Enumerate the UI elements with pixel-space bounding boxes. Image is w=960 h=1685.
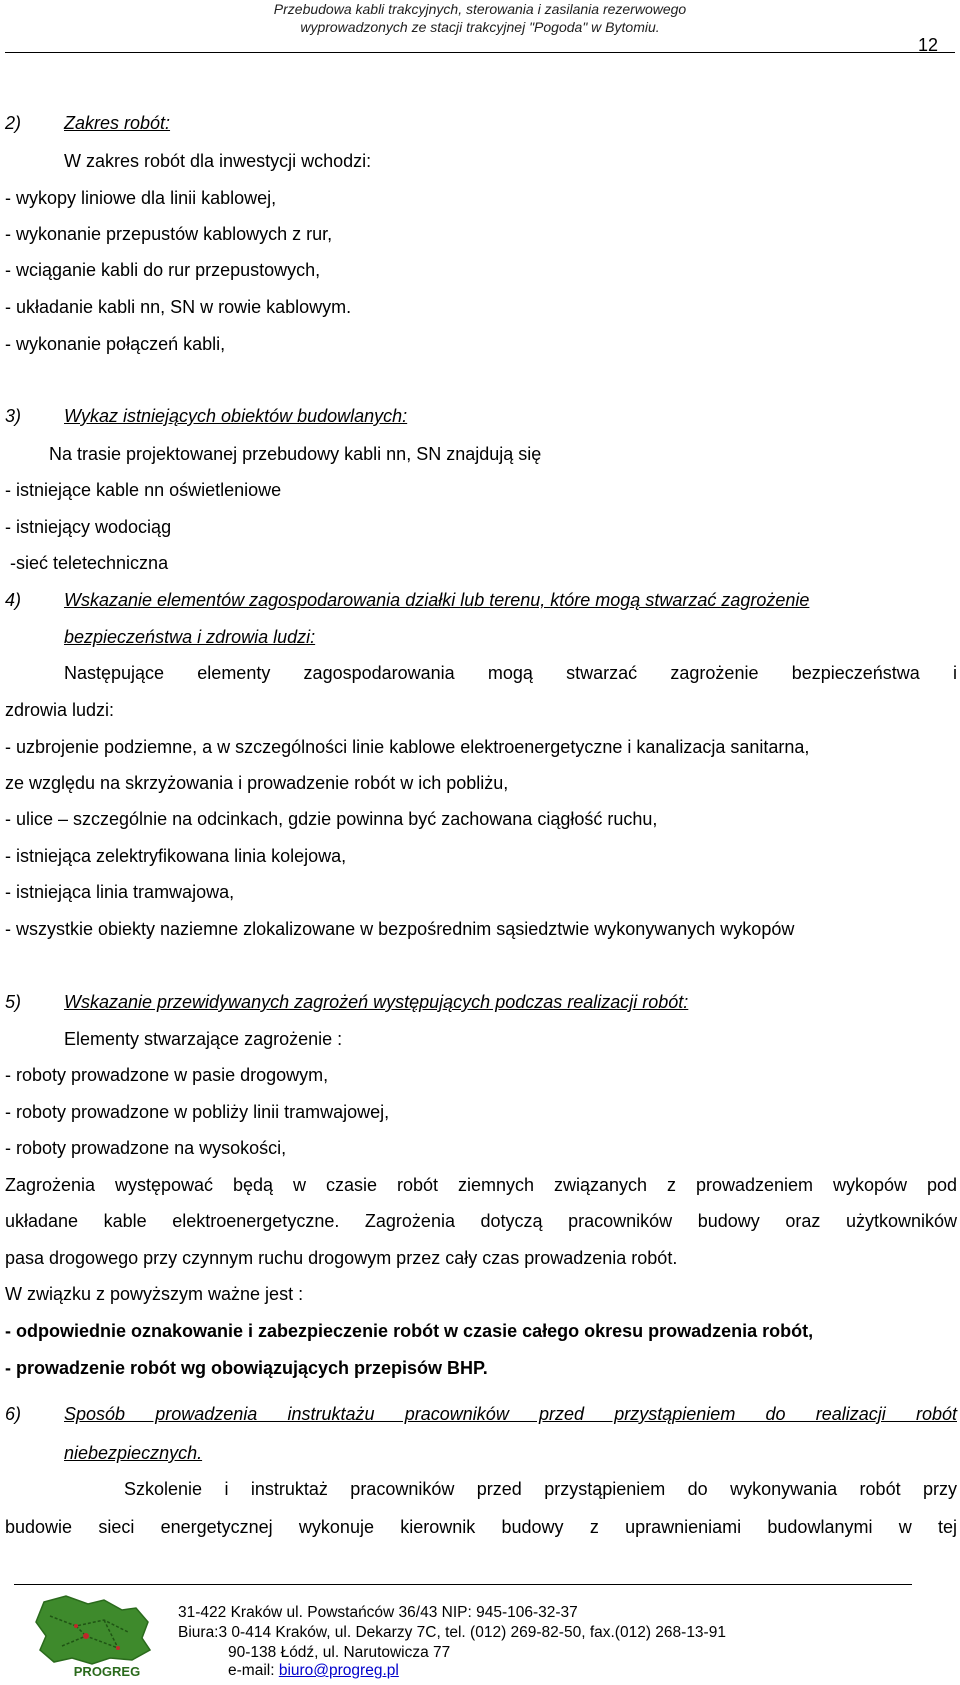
section-4-item: - ulice – szczególnie na odcinkach, gdzie powinna być zachowana ciągłość ruchu, [5, 809, 658, 829]
section-6-paragraph-line-1: Szkolenie i instruktaż pracowników przed przystąpieniem do wykonywania robót przy [124, 1479, 957, 1499]
section-6-title-line-2: niebezpiecznych. [64, 1443, 203, 1463]
section-5-title: Wskazanie przewidywanych zagrożeń występujących podczas realizacji robót: [64, 992, 689, 1012]
section-2-title: Zakres robót: [64, 113, 171, 133]
section-3-item: - istniejące kable nn oświetleniowe [5, 480, 282, 500]
logo-text: PROGREG [73, 1664, 141, 1679]
section-4-item: ze względu na skrzyżowania i prowadzenie robót w ich pobliżu, [5, 773, 509, 793]
section-5-bold-item: - prowadzenie robót wg obowiązujących przepisów BHP. [5, 1358, 488, 1378]
section-4-item: - wszystkie obiekty naziemne zlokalizowane w bezpośrednim sąsiedztwie wykonywanych wykopów [5, 919, 795, 939]
section-4-item: - istniejąca linia tramwajowa, [5, 882, 235, 902]
section-6-number: 6) [5, 1404, 22, 1424]
footer-divider [14, 1584, 912, 1585]
running-header [0, 0, 960, 36]
section-4-intro-line-2: zdrowia ludzi: [5, 700, 115, 720]
header-line-2: wyprowadzonych ze stacji trakcyjnej "Pogoda" w Bytomiu. [300, 19, 660, 35]
section-4-title-line-2: bezpieczeństwa i zdrowia ludzi: [64, 627, 316, 647]
section-5-paragraph-line-1: Zagrożenia występować będą w czasie robót ziemnych związanych z prowadzeniem wykopów pod [5, 1175, 957, 1195]
section-5-bold-item: - odpowiednie oznakowanie i zabezpieczenie robót w czasie całego okresu prowadzenia robót, [5, 1321, 814, 1341]
section-3-item: - istniejący wodociąg [5, 517, 172, 537]
section-4-number: 4) [5, 590, 22, 610]
section-3-number: 3) [5, 406, 22, 426]
section-6-title-line-1: Sposób prowadzenia instruktażu pracowników przed przystąpieniem do realizacji robót [64, 1404, 957, 1424]
map-logo-icon [14, 1592, 164, 1680]
footer-address-line-2: Biura:3 0-414 Kraków, ul. Dekarzy 7C, tel. (012) 269-82-50, fax.(012) 268-13-91 [178, 1624, 726, 1641]
section-5-paragraph-line-2: układane kable elektroenergetyczne. Zagrożenia dotyczą pracowników budowy oraz użytkowników [5, 1211, 957, 1231]
footer-address-line-1: 31-422 Kraków ul. Powstańców 36/43 NIP: 945-106-32-37 [178, 1604, 578, 1621]
section-2-item: - wykonanie połączeń kabli, [5, 334, 226, 354]
section-3-intro: Na trasie projektowanej przebudowy kabli nn, SN znajdują się [49, 444, 542, 464]
footer-email [228, 1662, 399, 1679]
section-5-intro: Elementy stwarzające zagrożenie : [64, 1029, 343, 1049]
email-link[interactable]: biuro@progreg.pl [278, 1662, 399, 1679]
section-4-title-line-1: Wskazanie elementów zagospodarowania działki lub terenu, które mogą stwarzać zagrożenie [64, 590, 810, 610]
section-2-number: 2) [5, 113, 22, 133]
footer-address-line-3: 90-138 Łódź, ul. Narutowicza 77 [228, 1644, 451, 1661]
section-3-item: -sieć teletechniczna [5, 553, 169, 573]
section-4-item: - istniejąca zelektryfikowana linia kolejowa, [5, 846, 347, 866]
progreg-logo [14, 1592, 164, 1680]
section-6-paragraph-line-2: budowie sieci energetycznej wykonuje kierownik budowy z uprawnieniami budowlanymi w tej [5, 1517, 957, 1537]
section-2-intro: W zakres robót dla inwestycji wchodzi: [64, 151, 372, 171]
header-divider [5, 52, 955, 53]
footer-email-label: e-mail: [228, 1662, 279, 1679]
section-5-paragraph-line-3: pasa drogowego przy czynnym ruchu drogowym przez cały czas prowadzenia robót. [5, 1248, 678, 1268]
section-5-item: - roboty prowadzone w pasie drogowym, [5, 1065, 329, 1085]
header-line-1: Przebudowa kabli trakcyjnych, sterowania i zasilania rezerwowego [273, 1, 687, 17]
section-2-item: - wykopy liniowe dla linii kablowej, [5, 188, 277, 208]
section-2-item: - wciąganie kabli do rur przepustowych, [5, 260, 321, 280]
section-2-item: - układanie kabli nn, SN w rowie kablowym. [5, 297, 352, 317]
section-4-intro-line-1: Następujące elementy zagospodarowania mogą stwarzać zagrożenie bezpieczeństwa i [64, 663, 957, 683]
section-4-item: - uzbrojenie podziemne, a w szczególności linie kablowe elektroenergetyczne i kanalizacja sanitarna, [5, 737, 810, 757]
section-5-number: 5) [5, 992, 22, 1012]
section-5-item: - roboty prowadzone w pobliży linii tramwajowej, [5, 1102, 390, 1122]
section-5-item: - roboty prowadzone na wysokości, [5, 1138, 287, 1158]
section-5-important: W związku z powyższym ważne jest : [5, 1284, 304, 1304]
page-number: 12 [917, 35, 938, 55]
section-3-title: Wykaz istniejących obiektów budowlanych: [64, 406, 408, 426]
section-2-item: - wykonanie przepustów kablowych z rur, [5, 224, 333, 244]
